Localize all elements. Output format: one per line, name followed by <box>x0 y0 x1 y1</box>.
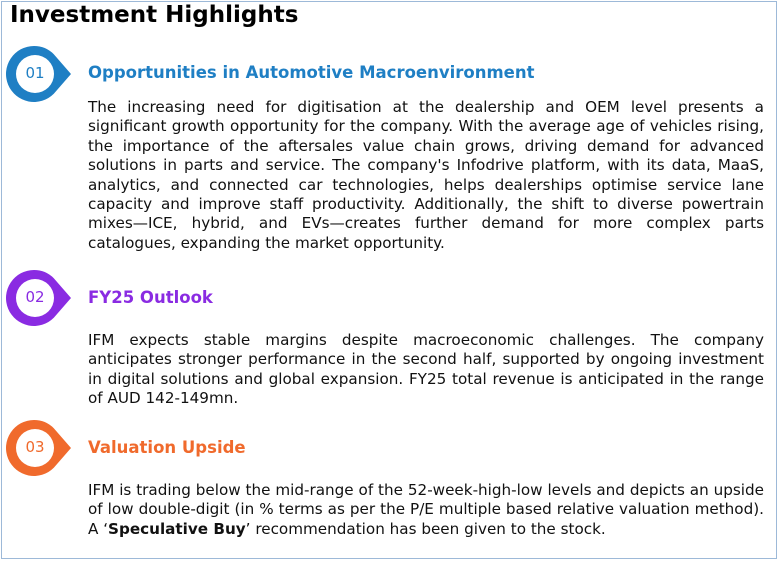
highlights-panel <box>1 1 777 559</box>
section-02-number: 02 <box>25 288 45 306</box>
section-02-badge <box>4 268 74 328</box>
section-02-heading: FY25 Outlook <box>88 288 213 307</box>
section-03-text <box>88 481 764 539</box>
page-title: Investment Highlights <box>10 2 299 28</box>
section-01-text: The increasing need for digitisation at the dealership and OEM level presents a significant growth opportunity for the company. With the average age of vehicles rising, the importance of the aftersales value chain grows, driving demand for advanced solutions in parts and service. The company's Infodrive platform, with its data, MaaS, analytics, and connected car technologies, helps dealerships optimise service lane capacity and improve staff productivity. Additionally, the shift to diverse powertrain mixes—ICE, hybrid, and EVs—creates further demand for more complex parts catalogues, expanding the market opportunity. <box>88 98 764 252</box>
section-03-heading: Valuation Upside <box>88 438 246 457</box>
section-03-number: 03 <box>25 438 45 456</box>
section-03-badge <box>4 418 74 478</box>
section-01-heading: Opportunities in Automotive Macroenvironment <box>88 63 535 82</box>
section-01-badge <box>4 44 74 104</box>
section-02-text: IFM expects stable margins despite macroeconomic challenges. The company anticipates stronger performance in the second half, supported by ongoing investment in digital solutions and global expansion. FY25 total revenue is anticipated in the range of AUD 142-149mn. <box>88 331 764 408</box>
section-03-text-after: ’ recommendation has been given to the stock. <box>245 519 606 538</box>
section-01-number: 01 <box>25 64 45 82</box>
recommendation-label: Speculative Buy <box>108 519 246 538</box>
section-03-text-before: IFM is trading below the mid-range of the 52-week-high-low levels and depicts an upside of low double-digit (in % terms as per the P/E multiple based relative valuation method). A ‘ <box>88 481 764 538</box>
